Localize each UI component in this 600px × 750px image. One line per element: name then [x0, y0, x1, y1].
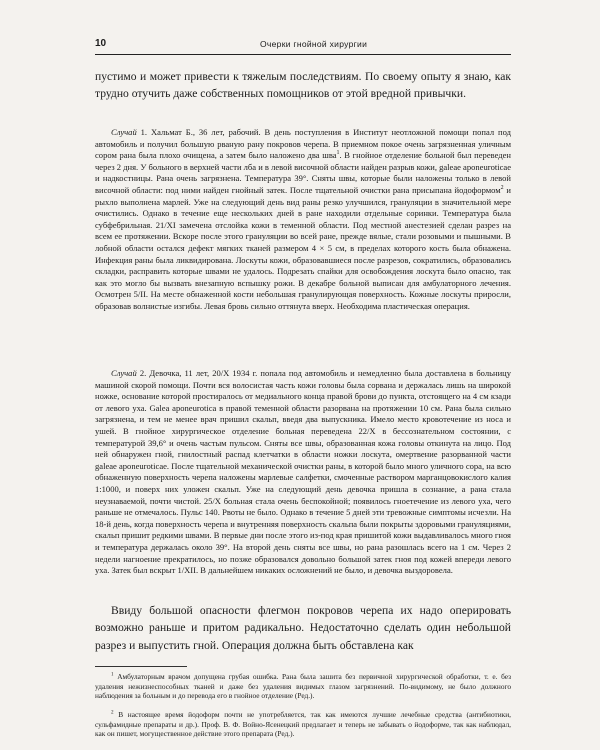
case-2-paragraph: [95, 368, 511, 577]
case-1-text-c: и рыхло выполнена марлей. Уже на следующий день вид раны резко улучшился, грануляции в значительной мере очистились. Однако в течение еще нескольких дней в ране находили отдельные соринки. Температура была субфебрильная. 21/XI замечена отслойка кожи в теменной области. Под местной анестезией сделан разрез на всем ее протяжении. Вскоре после этого грануляции во всей ране, прежде вялые, стали розовыми и пышными. В лобной области остался дефект мягких тканей размером 4 × 5 см, в пределах которого кость была обнажена. Инфекция раны была ликвидирована. Лоскуты кожи, образовавшиеся после разрезов, сократились, образовались складки, расправить которые швами не удалось. Подрезать спайки для освобождения лоскута было опасно, так как это могло бы вызвать внезапную вспышку рожи. В декабре больной выписан для амбулаторного лечения. Осмотрен 5/II. На месте обнаженной кости небольшая гранулирующая поверхность. Кожные лоскуты приросли, образовав волнистые изгибы. Левая бровь сильно оттянута вверх. Необходима пластическая операция.: [95, 184, 511, 311]
case-1-text-b: . В гнойное отделение больной был переведен через 2 дня. У больного в верхней части лба и в левой височной области найден разрыв кожи, galeae aponeuroticae и надкостницы. Рана очень загрязнена. Температура 39°. Сняты швы, которые были наложены только в левой височной области: под ними найден гнойный затек. После тщательной очистки рана присыпана йодоформом: [95, 150, 511, 195]
intro-paragraph: пустимо и может привести к тяжелым последствиям. По своему опыту я знаю, как трудно отучить даже собственных помощников от этой вредной привычки.: [95, 70, 511, 101]
case-1-label: Случай: [111, 127, 137, 137]
case-2-text: 2. Девочка, 11 лет, 20/X 1934 г. попала под автомобиль и немедленно была доставлена в больницу машиной скорой помощи. Почти вся волосистая часть кожи головы была сорвана и держалась лишь на широкой ножке, основание которой простиралось от медиального конца правой брови до пункта, отстоящего на 4 см кзади от левого уха. Galea aponeurotica в правой теменной области разорвана на протяжении 10 см. Рана была сильно загрязнена, и тем не менее врач пришил скальп, введя два выпускника. Имело место кровотечение из носа и ушей. В гнойное хирургическое отделение больная переведена 22/X в бессознательном состоянии, с температурой 39,6° и очень частым пульсом. Сняты все швы, образованная кожа головы откинута на лицо. Под ней обнаружен гной, гнилостный распад клетчатки в области ножки лоскута, омертвение разорванной части galeae aponeuroticae. После тщательной механической очистки раны, в которой было много уличного сора, на всю обнаженную поверхность черепа наложены марлевые салфетки, смоченные раствором марганцовокислого калия 1:1000, и поверх них уложен скальп. Уже на следующий день девочка пришла в сознание, а рана стала неузнаваемой, почти чистой. 25/X больная стала очень беспокойной; появилось гноетечение из левого уха, чего раньше не отмечалось. Пульс 140. Рвоты не было. Однако в течение 5 дней эти тревожные симптомы исчезли. На 18-й день, когда поверхность черепа и внутренняя поверхность скальпа были покрыты здоровыми грануляциями, скальп пришит редкими швами. В первые дни после этого из-под края пришитой кожи выдавливалось много гноя и температура держалась около 39°. На второй день сняты все швы, но рана разошлась всего на 1 см. Через 2 недели нагноение прекратилось, но позже образовался довольно большой затек гноя под кожей впереди левого уха. Затек был вскрыт 1/XII. В дальнейшем никаких осложнений не было, и девочка выздоровела.: [95, 368, 511, 576]
case-2-label: Случай: [111, 368, 137, 378]
running-header: [95, 38, 511, 55]
closing-paragraph: Ввиду большой опасности флегмон покровов черепа их надо оперировать возможно раньше и притом радикально. Недостаточно сделать один небольшой разрез и выпустить гной. Операция должна быть обставлена как: [95, 604, 511, 652]
footnote-2-text: В настоящее время йодоформ почти не употребляется, так как имеются лучшие лечебные средства (антибиотики, сульфамидные препараты и др.). Проф. В. Ф. Войно-Ясенецкий предлагает и теперь не забывать о йодоформе, так как наблюдал, как он пишет, могущественное действие этого препарата (Ред.).: [95, 710, 511, 739]
footnote-2: [95, 710, 511, 739]
page-number: 10: [95, 38, 107, 49]
footnote-1: [95, 672, 511, 701]
footnote-1-mark: 1: [111, 671, 114, 678]
footnote-1-text: Амбулаторным врачом допущена грубая ошибка. Рана была зашита без первичной хирургической обработки, т. е. без удаления нежизнеспособных тканей и даже без удаления видимых глазом загрязнений. По-видимому, не было должного наблюдения за больным и до перевода его в гнойное отделение (Ред.).: [95, 672, 511, 701]
footnote-ref-1: 1: [336, 150, 340, 157]
footnote-ref-2: 2: [500, 185, 504, 192]
footnote-separator: [95, 666, 187, 667]
case-1-paragraph: [95, 127, 511, 313]
footnote-2-mark: 2: [111, 709, 114, 716]
case-1-text-a: 1. Хальмат Б., 36 лет, рабочий. В день поступления в Институт неотложной помощи попал под автомобиль и получил большую рваную рану покровов черепа. В приемном покое очень загрязненная уличным сором рана была плохо очищена, а затем было наложено два шва: [95, 127, 511, 161]
running-title: Очерки гнойной хирургии: [260, 39, 368, 49]
